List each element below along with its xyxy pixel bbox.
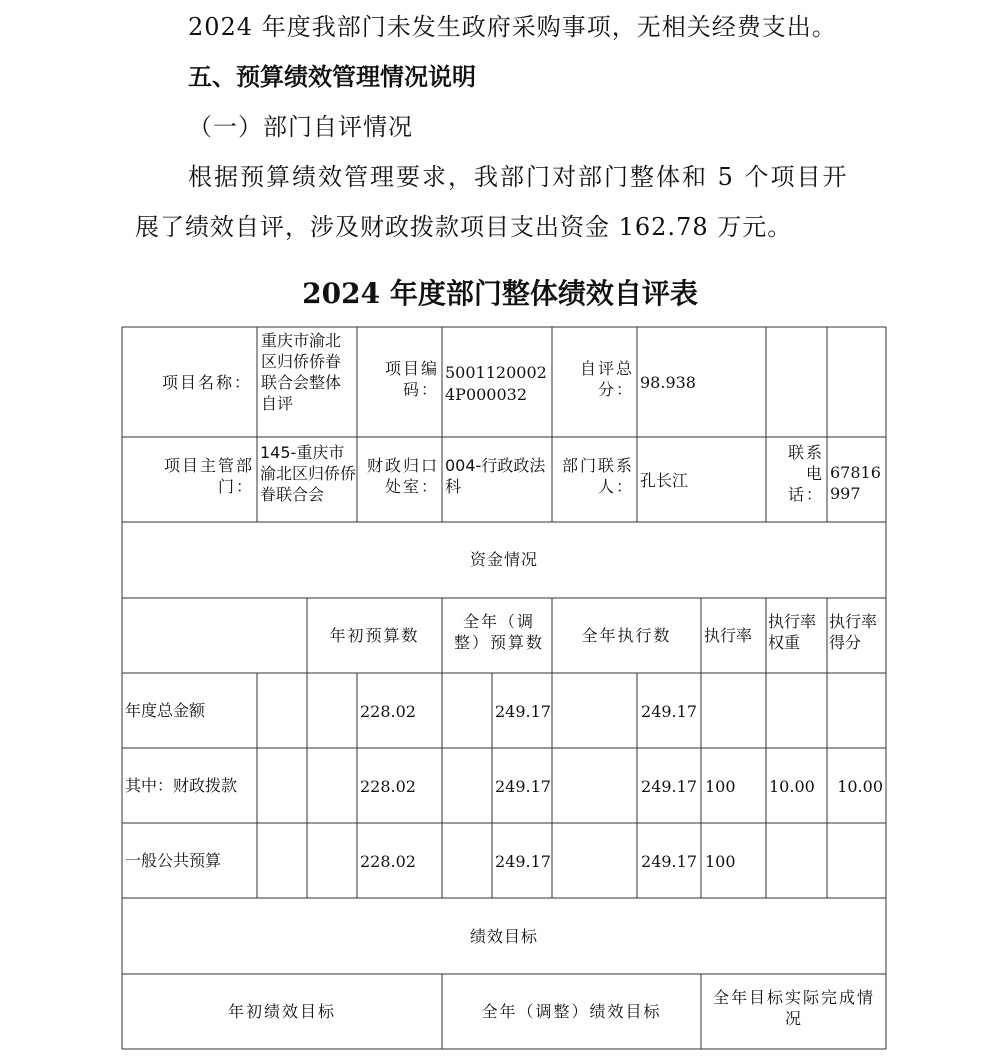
funds-row-rate: 100 [705,852,736,871]
funds-row-rate: 100 [705,777,736,796]
project-name-value: 重庆市渝北区归侨侨眷联合会整体自评 [261,331,342,413]
section-five-heading: 五、预算绩效管理情况说明 [188,63,476,91]
funds-row-label: 一般公共预算 [125,851,222,870]
finance-value: 004-行政政法科 [445,456,546,496]
funds-row-executed: 249.17 [641,702,697,721]
funds-row-adjusted: 249.17 [495,852,551,871]
project-code-value: 50011200024P000032 [445,363,547,404]
funds-header-weight: 执行率权重 [768,612,817,652]
funds-row-label: 其中：财政拨款 [125,776,238,795]
funds-row-executed: 249.17 [641,852,697,871]
funds-header-executed: 全年执行数 [581,626,672,645]
perf-header-actual: 全年目标实际完成情况 [712,988,875,1028]
funds-row-initial: 228.02 [360,702,416,721]
funds-row-weight: 10.00 [769,777,815,796]
total-score-value: 98.938 [640,373,696,392]
perf-header-initial: 年初绩效目标 [227,1002,336,1021]
phone-label: 联系电话： [787,443,824,504]
funds-row-score: 10.00 [837,777,883,796]
contact-value: 孔长江 [640,471,689,490]
funds-row-executed: 249.17 [641,777,697,796]
funds-row-adjusted: 249.17 [495,777,551,796]
funds-header-score: 执行率得分 [829,612,878,652]
project-name-label: 项目名称： [161,373,252,392]
funds-header-initial: 年初预算数 [329,626,420,645]
self-eval-paragraph-line2: 展了绩效自评，涉及财政拨款项目支出资金 162.78 万元。 [135,213,793,241]
funds-header-rate: 执行率 [704,626,753,645]
dept-label: 项目主管部门： [163,456,254,496]
perf-header-adjusted: 全年（调整）绩效目标 [481,1002,662,1021]
table-title: 2024 年度部门整体绩效自评表 [302,277,698,310]
project-code-label: 项目编码： [384,359,439,399]
funds-header-adjusted: 全年（调整）预算数 [453,612,544,652]
perf-section-title: 绩效目标 [469,927,538,946]
funds-section-title: 资金情况 [469,550,538,569]
funds-row-label: 年度总金额 [125,701,206,720]
finance-label: 财政归口处室： [366,456,439,496]
total-score-label: 自评总分： [579,359,634,399]
subsection-heading: （一）部门自评情况 [188,113,413,141]
funds-row-adjusted: 249.17 [495,702,551,721]
funds-row-initial: 228.02 [360,777,416,796]
contact-label: 部门联系人： [561,456,634,496]
phone-value: 67816997 [830,463,881,503]
funds-row-initial: 228.02 [360,852,416,871]
procurement-note: 2024 年度我部门未发生政府采购事项，无相关经费支出。 [188,13,837,41]
dept-value: 145-重庆市渝北区归侨侨眷联合会 [260,443,356,504]
self-eval-paragraph-line1: 根据预算绩效管理要求，我部门对部门整体和 5 个项目开 [188,163,849,191]
